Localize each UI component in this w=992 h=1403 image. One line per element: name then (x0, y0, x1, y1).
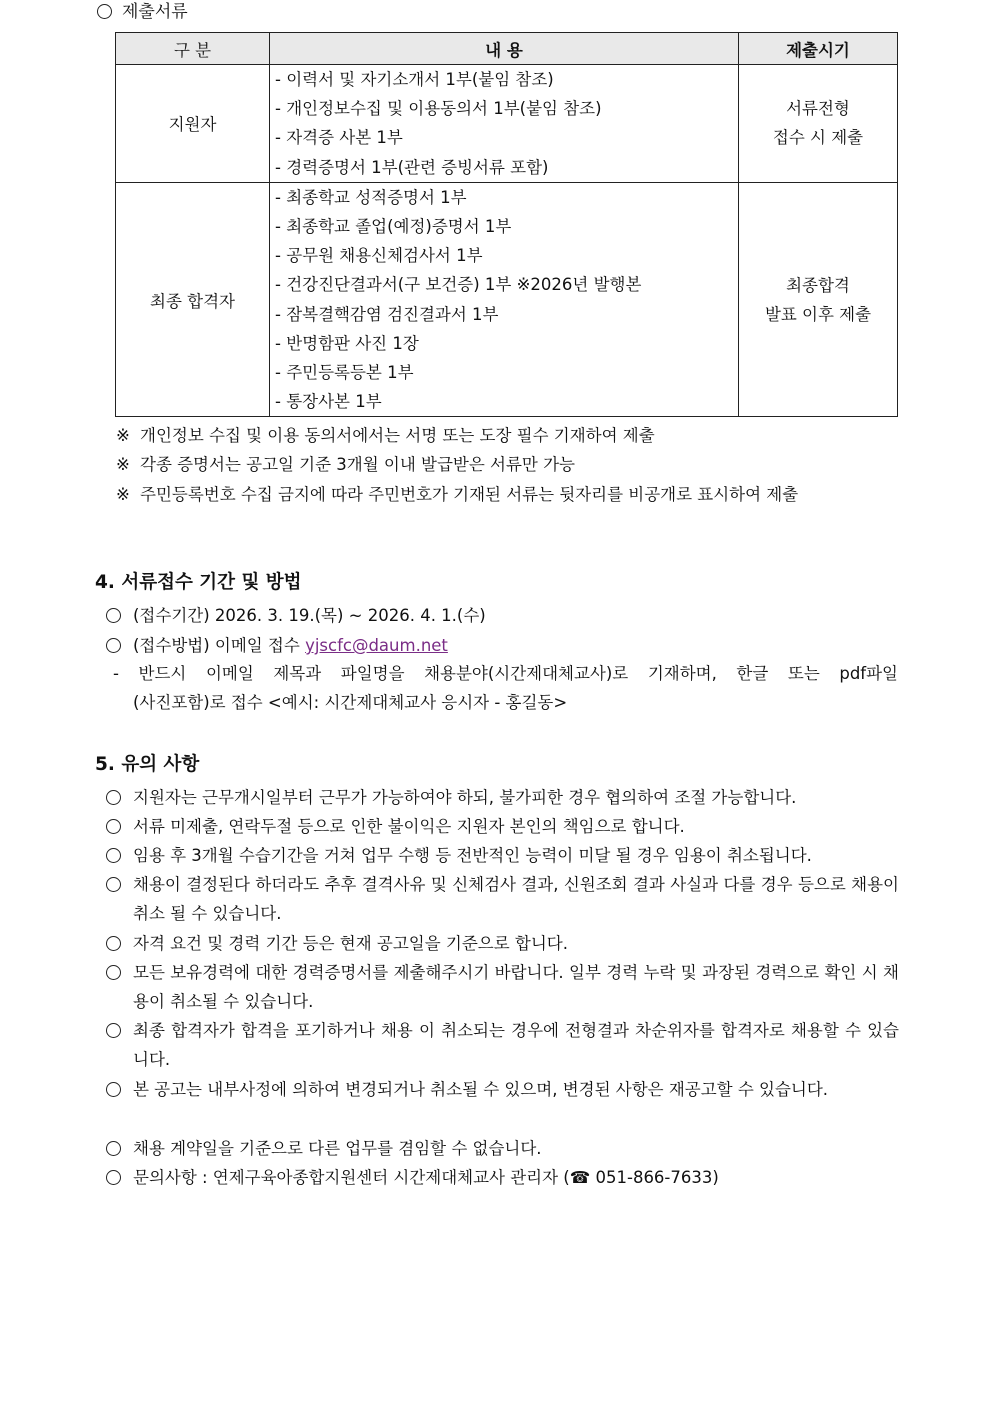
reference-mark-icon: ※ (116, 455, 130, 474)
section4-title: 4. 서류접수 기간 및 방법 (95, 572, 302, 593)
circle-bullet-icon (106, 936, 121, 951)
section4-instruction-2: (사진포함)로 접수 <예시: 시간제대체교사 응시자 - 홍길동> (133, 693, 568, 712)
table-header-row (116, 33, 898, 65)
list-item: - 반명함판 사진 1장 (275, 333, 419, 353)
list-item: - 통장사본 1부 (275, 392, 382, 412)
row-timing (739, 65, 898, 183)
note-text: 각종 증명서는 공고일 기준 3개월 이내 발급받은 서류만 가능 (140, 455, 575, 474)
submission-title: 제출서류 (122, 2, 188, 22)
circle-bullet-icon (106, 790, 121, 805)
header-category: 구 분 (116, 33, 270, 65)
email-link[interactable]: yjscfc@daum.net (305, 636, 448, 655)
period-text: (접수기간) 2026. 3. 19.(목) ~ 2026. 4. 1.(수) (133, 606, 486, 625)
notice-item (106, 1016, 899, 1075)
list-item: - 개인정보수집 및 이용동의서 1부(붙임 참조) (275, 99, 602, 119)
circle-bullet-icon (106, 1170, 121, 1185)
table-row (116, 65, 898, 183)
notice-text: 채용 계약일을 기준으로 다른 업무를 겸임할 수 없습니다. (133, 1139, 542, 1158)
method-text: (접수방법) 이메일 접수 (133, 636, 306, 655)
row-category: 지원자 (116, 65, 270, 183)
reference-mark-icon: ※ (116, 426, 130, 445)
notice-item (106, 1163, 899, 1192)
notice-text: 모든 보유경력에 대한 경력증명서를 제출해주시기 바랍니다. 일부 경력 누락 및 과장된 경력으로 확인 시 채용이 취소될 수 있습니다. (133, 963, 899, 1012)
row-items (270, 65, 739, 183)
circle-bullet-icon (106, 608, 121, 623)
circle-bullet-icon (106, 638, 121, 653)
list-item: - 최종학교 졸업(예정)증명서 1부 (275, 216, 512, 236)
section4-method (106, 631, 899, 660)
notice-text: 자격 요건 및 경력 기간 등은 현재 공고일을 기준으로 합니다. (133, 934, 568, 953)
circle-bullet-icon (106, 877, 121, 892)
list-item: - 잠복결핵감염 검진결과서 1부 (275, 304, 499, 324)
timing-line: 발표 이후 제출 (764, 304, 872, 324)
section5-title: 5. 유의 사항 (95, 754, 200, 775)
reference-mark-icon: ※ (116, 485, 130, 504)
submission-heading (97, 1, 188, 23)
notice-text: 본 공고는 내부사정에 의하여 변경되거나 취소될 수 있으며, 변경된 사항은 재공고할 수 있습니다. (133, 1080, 829, 1099)
notice-item (106, 1134, 899, 1163)
row-timing (739, 182, 898, 417)
circle-bullet-icon (97, 4, 112, 19)
list-item: - 최종학교 성적증명서 1부 (275, 187, 467, 207)
list-item: - 공무원 채용신체검사서 1부 (275, 246, 483, 266)
list-item: - 경력증명서 1부(관련 증빙서류 포함) (275, 157, 549, 177)
notice-text: 채용이 결정된다 하더라도 추후 결격사유 및 신체검사 결과, 신원조회 결과 사실과 다를 경우 등으로 채용이 취소 될 수 있습니다. (133, 875, 899, 924)
timing-line: 서류전형 (786, 99, 850, 119)
section4-period (106, 601, 899, 630)
header-content: 내 용 (270, 33, 739, 65)
row-category: 최종 합격자 (116, 182, 270, 417)
note-item (116, 421, 901, 451)
notice-item (106, 958, 899, 1017)
notice-text: 서류 미제출, 연락두절 등으로 인한 불이익은 지원자 본인의 책임으로 합니다. (133, 817, 685, 836)
notice-item (106, 929, 899, 958)
circle-bullet-icon (106, 965, 121, 980)
notice-item (106, 841, 899, 870)
notice-text: 문의사항 : 연제구육아종합지원센터 시간제대체교사 관리자 (☎ 051-866-7633) (133, 1168, 719, 1187)
list-item: - 건강진단결과서(구 보건증) 1부 ※2026년 발행본 (275, 275, 642, 295)
header-timing: 제출시기 (739, 33, 898, 65)
circle-bullet-icon (106, 819, 121, 834)
notice-text: 최종 합격자가 합격을 포기하거나 채용 이 취소되는 경우에 전형결과 차순위자를 합격자로 채용할 수 있습니다. (133, 1021, 899, 1070)
note-item (116, 450, 901, 480)
notice-text: 임용 후 3개월 수습기간을 거쳐 업무 수행 등 전반적인 능력이 미달 될 경우 임용이 취소됩니다. (133, 846, 812, 865)
note-item (116, 480, 901, 510)
note-text: 개인정보 수집 및 이용 동의서에서는 서명 또는 도장 필수 기재하여 제출 (140, 426, 655, 445)
table-row (116, 182, 898, 417)
row-items (270, 182, 739, 417)
circle-bullet-icon (106, 1082, 121, 1097)
notice-item (106, 870, 899, 929)
notice-item (106, 1075, 899, 1104)
list-item: - 자격증 사본 1부 (275, 128, 403, 148)
note-text: 주민등록번호 수집 금지에 따라 주민번호가 기재된 서류는 뒷자리를 비공개로 표시하여 제출 (140, 485, 799, 504)
circle-bullet-icon (106, 848, 121, 863)
list-item: - 주민등록등본 1부 (275, 362, 414, 382)
circle-bullet-icon (106, 1023, 121, 1038)
notice-item (106, 812, 899, 841)
circle-bullet-icon (106, 1141, 121, 1156)
list-item: - 이력서 및 자기소개서 1부(붙임 참조) (275, 70, 554, 89)
submission-table (115, 32, 898, 417)
section4-instruction-1: - 반드시 이메일 제목과 파일명을 채용분야(시간제대체교사)로 기재하며, 한글 또는 pdf파일 (113, 664, 898, 683)
timing-line: 최종합격 (786, 275, 850, 295)
timing-line: 접수 시 제출 (772, 128, 864, 148)
notice-text: 지원자는 근무개시일부터 근무가 가능하여야 하되, 불가피한 경우 협의하여 조절 가능합니다. (133, 788, 797, 807)
notice-item (106, 783, 899, 812)
